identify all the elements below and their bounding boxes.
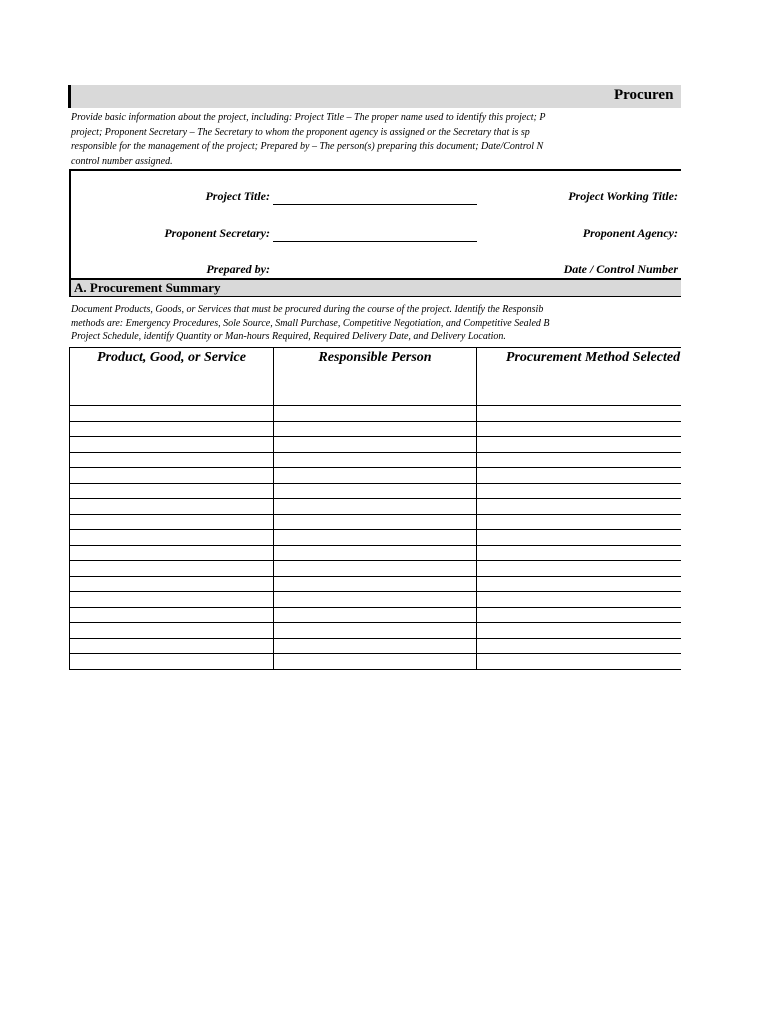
proponent-agency-label: Proponent Agency: [582, 226, 678, 240]
responsible-person-cell[interactable] [274, 592, 477, 608]
product-cell[interactable] [70, 421, 274, 437]
table-row [70, 499, 682, 515]
product-cell[interactable] [70, 576, 274, 592]
proponent-secretary-label: Proponent Secretary: [164, 226, 270, 240]
procurement-method-cell[interactable] [477, 468, 682, 484]
table-row [70, 607, 682, 623]
intro-line: control number assigned. [71, 155, 173, 167]
product-cell[interactable] [70, 623, 274, 639]
procurement-method-cell[interactable] [477, 638, 682, 654]
responsible-person-cell[interactable] [274, 499, 477, 515]
product-cell[interactable] [70, 561, 274, 577]
procurement-method-cell[interactable] [477, 623, 682, 639]
table-row [70, 576, 682, 592]
procurement-method-cell[interactable] [477, 607, 682, 623]
procurement-method-cell[interactable] [477, 592, 682, 608]
responsible-person-cell[interactable] [274, 654, 477, 670]
procurement-method-cell[interactable] [477, 545, 682, 561]
procurement-method-cell[interactable] [477, 499, 682, 515]
product-cell[interactable] [70, 592, 274, 608]
product-cell[interactable] [70, 437, 274, 453]
table-row [70, 654, 682, 670]
product-cell[interactable] [70, 654, 274, 670]
responsible-person-cell[interactable] [274, 421, 477, 437]
product-cell[interactable] [70, 483, 274, 499]
table-row [70, 468, 682, 484]
table-row [70, 437, 682, 453]
table-body [70, 406, 682, 670]
procurement-method-cell[interactable] [477, 421, 682, 437]
product-cell[interactable] [70, 499, 274, 515]
table-row [70, 483, 682, 499]
procurement-table [69, 347, 681, 670]
responsible-person-cell[interactable] [274, 545, 477, 561]
table-row [70, 592, 682, 608]
column-header-responsible-person: Responsible Person [274, 348, 477, 406]
instruction-line: methods are: Emergency Procedures, Sole Source, Small Purchase, Competitive Negotiation, and Competitive Sealed B [71, 317, 550, 329]
intro-line: responsible for the management of the project; Prepared by – The person(s) preparing this document; Date/Control N [71, 141, 544, 152]
intro-line: project; Proponent Secretary – The Secretary to whom the proponent agency is assigned or the Secretary that is sp [71, 126, 530, 138]
product-cell[interactable] [70, 638, 274, 654]
procurement-summary-header [69, 278, 681, 297]
procurement-method-cell[interactable] [477, 406, 682, 422]
responsible-person-cell[interactable] [274, 452, 477, 468]
table-row [70, 561, 682, 577]
product-cell[interactable] [70, 406, 274, 422]
responsible-person-cell[interactable] [274, 483, 477, 499]
project-working-title-label: Project Working Title: [568, 189, 678, 203]
instruction-line: Project Schedule, identify Quantity or Man-hours Required, Required Delivery Date, and Delivery Location. [71, 331, 506, 342]
instruction-line: Document Products, Goods, or Services that must be procured during the course of the project. Identify the Responsib [71, 304, 544, 315]
column-header-procurement-method: Procurement Method Selected [477, 348, 682, 406]
title-bar [68, 85, 681, 108]
date-control-number-label: Date / Control Number [563, 262, 678, 276]
table-header-row [70, 348, 682, 406]
column-header-product: Product, Good, or Service [70, 348, 274, 406]
table-row [70, 406, 682, 422]
procurement-method-cell[interactable] [477, 576, 682, 592]
table-row [70, 421, 682, 437]
product-cell[interactable] [70, 452, 274, 468]
document-title: Procuren [614, 87, 674, 103]
procurement-method-cell[interactable] [477, 483, 682, 499]
intro-line: Provide basic information about the project, including: Project Title – The proper name used to identify this project; P [71, 112, 546, 123]
procurement-method-cell[interactable] [477, 654, 682, 670]
table-row [70, 545, 682, 561]
section-instructions [71, 303, 550, 344]
procurement-method-cell[interactable] [477, 514, 682, 530]
responsible-person-cell[interactable] [274, 623, 477, 639]
table-row [70, 638, 682, 654]
responsible-person-cell[interactable] [274, 406, 477, 422]
section-heading: A. Procurement Summary [74, 280, 221, 295]
procurement-method-cell[interactable] [477, 452, 682, 468]
prepared-by-label: Prepared by: [206, 262, 270, 276]
project-title-field[interactable] [273, 204, 477, 205]
responsible-person-cell[interactable] [274, 468, 477, 484]
table-row [70, 514, 682, 530]
proponent-secretary-field[interactable] [273, 241, 477, 242]
intro-text [71, 111, 681, 169]
table-row [70, 530, 682, 546]
procurement-method-cell[interactable] [477, 530, 682, 546]
project-title-label: Project Title: [205, 189, 270, 203]
responsible-person-cell[interactable] [274, 561, 477, 577]
responsible-person-cell[interactable] [274, 437, 477, 453]
table-row [70, 623, 682, 639]
product-cell[interactable] [70, 545, 274, 561]
responsible-person-cell[interactable] [274, 638, 477, 654]
product-cell[interactable] [70, 530, 274, 546]
responsible-person-cell[interactable] [274, 576, 477, 592]
responsible-person-cell[interactable] [274, 530, 477, 546]
product-cell[interactable] [70, 514, 274, 530]
procurement-method-cell[interactable] [477, 561, 682, 577]
responsible-person-cell[interactable] [274, 607, 477, 623]
product-cell[interactable] [70, 607, 274, 623]
table-row [70, 452, 682, 468]
product-cell[interactable] [70, 468, 274, 484]
procurement-method-cell[interactable] [477, 437, 682, 453]
responsible-person-cell[interactable] [274, 514, 477, 530]
